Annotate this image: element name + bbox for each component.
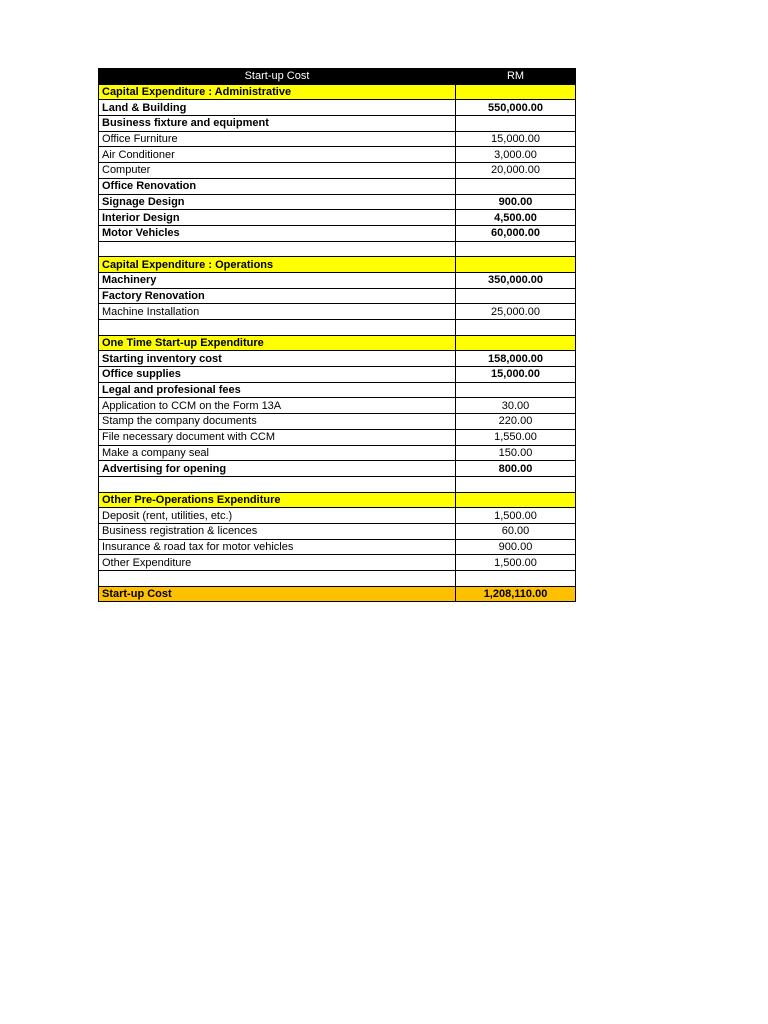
total-label: Start-up Cost xyxy=(99,586,456,602)
section-header-row xyxy=(99,257,576,273)
row-label: Advertising for opening xyxy=(99,461,456,477)
header-currency: RM xyxy=(456,69,576,85)
row-amount: 900.00 xyxy=(456,194,576,210)
section-title: Capital Expenditure : Administrative xyxy=(99,84,456,100)
row-amount xyxy=(456,571,576,587)
row-label: Air Conditioner xyxy=(99,147,456,163)
row-amount: 4,500.00 xyxy=(456,210,576,226)
row-amount: 150.00 xyxy=(456,445,576,461)
section-header-row xyxy=(99,335,576,351)
row-label: Make a company seal xyxy=(99,445,456,461)
row-amount: 15,000.00 xyxy=(456,367,576,383)
row-amount: 25,000.00 xyxy=(456,304,576,320)
table-row xyxy=(99,461,576,477)
row-amount: 30.00 xyxy=(456,398,576,414)
row-label: Legal and profesional fees xyxy=(99,382,456,398)
section-title: Other Pre-Operations Expenditure xyxy=(99,492,456,508)
row-label: Application to CCM on the Form 13A xyxy=(99,398,456,414)
header-description: Start-up Cost xyxy=(99,69,456,85)
startup-cost-table xyxy=(98,68,576,602)
table-header-row xyxy=(99,69,576,85)
table-row xyxy=(99,398,576,414)
row-label: File necessary document with CCM xyxy=(99,429,456,445)
row-amount: 900.00 xyxy=(456,539,576,555)
row-amount xyxy=(456,178,576,194)
table-row xyxy=(99,445,576,461)
row-label xyxy=(99,476,456,492)
row-amount xyxy=(456,492,576,508)
table-row xyxy=(99,116,576,132)
row-amount xyxy=(456,476,576,492)
row-amount: 1,500.00 xyxy=(456,508,576,524)
table-row xyxy=(99,304,576,320)
table-row xyxy=(99,225,576,241)
row-label: Signage Design xyxy=(99,194,456,210)
row-amount: 220.00 xyxy=(456,414,576,430)
total-amount: 1,208,110.00 xyxy=(456,586,576,602)
table-row xyxy=(99,508,576,524)
table-row xyxy=(99,194,576,210)
table-row xyxy=(99,523,576,539)
row-label: Land & Building xyxy=(99,100,456,116)
row-amount: 3,000.00 xyxy=(456,147,576,163)
row-amount: 60,000.00 xyxy=(456,225,576,241)
row-label xyxy=(99,320,456,336)
table-row xyxy=(99,414,576,430)
table-body xyxy=(99,69,576,602)
table-row xyxy=(99,210,576,226)
table-row xyxy=(99,178,576,194)
table-row xyxy=(99,555,576,571)
row-label: Computer xyxy=(99,163,456,179)
row-amount xyxy=(456,241,576,257)
row-amount xyxy=(456,288,576,304)
table-row xyxy=(99,429,576,445)
blank-row xyxy=(99,320,576,336)
section-title: Capital Expenditure : Operations xyxy=(99,257,456,273)
row-label: Interior Design xyxy=(99,210,456,226)
row-label: Starting inventory cost xyxy=(99,351,456,367)
table-row xyxy=(99,272,576,288)
row-label: Office supplies xyxy=(99,367,456,383)
row-label: Motor Vehicles xyxy=(99,225,456,241)
row-amount xyxy=(456,335,576,351)
row-label: Business fixture and equipment xyxy=(99,116,456,132)
blank-row xyxy=(99,476,576,492)
row-amount: 1,500.00 xyxy=(456,555,576,571)
row-label: Insurance & road tax for motor vehicles xyxy=(99,539,456,555)
row-label: Office Renovation xyxy=(99,178,456,194)
row-amount xyxy=(456,382,576,398)
row-amount: 1,550.00 xyxy=(456,429,576,445)
table-row xyxy=(99,131,576,147)
section-header-row xyxy=(99,492,576,508)
row-label: Factory Renovation xyxy=(99,288,456,304)
table-row xyxy=(99,539,576,555)
row-label: Business registration & licences xyxy=(99,523,456,539)
row-amount: 800.00 xyxy=(456,461,576,477)
row-amount: 15,000.00 xyxy=(456,131,576,147)
table-row xyxy=(99,163,576,179)
row-amount: 60.00 xyxy=(456,523,576,539)
table-row xyxy=(99,100,576,116)
blank-row xyxy=(99,571,576,587)
table-row xyxy=(99,382,576,398)
total-row xyxy=(99,586,576,602)
row-amount xyxy=(456,116,576,132)
row-label: Machine Installation xyxy=(99,304,456,320)
row-amount xyxy=(456,257,576,273)
table-row xyxy=(99,147,576,163)
row-label: Other Expenditure xyxy=(99,555,456,571)
section-title: One Time Start-up Expenditure xyxy=(99,335,456,351)
row-label: Deposit (rent, utilities, etc.) xyxy=(99,508,456,524)
row-amount: 550,000.00 xyxy=(456,100,576,116)
section-header-row xyxy=(99,84,576,100)
table-row xyxy=(99,288,576,304)
row-amount xyxy=(456,84,576,100)
row-label xyxy=(99,241,456,257)
blank-row xyxy=(99,241,576,257)
row-amount: 20,000.00 xyxy=(456,163,576,179)
row-label xyxy=(99,571,456,587)
row-amount: 158,000.00 xyxy=(456,351,576,367)
row-label: Machinery xyxy=(99,272,456,288)
row-label: Office Furniture xyxy=(99,131,456,147)
row-amount: 350,000.00 xyxy=(456,272,576,288)
table-row xyxy=(99,351,576,367)
table-row xyxy=(99,367,576,383)
row-label: Stamp the company documents xyxy=(99,414,456,430)
row-amount xyxy=(456,320,576,336)
